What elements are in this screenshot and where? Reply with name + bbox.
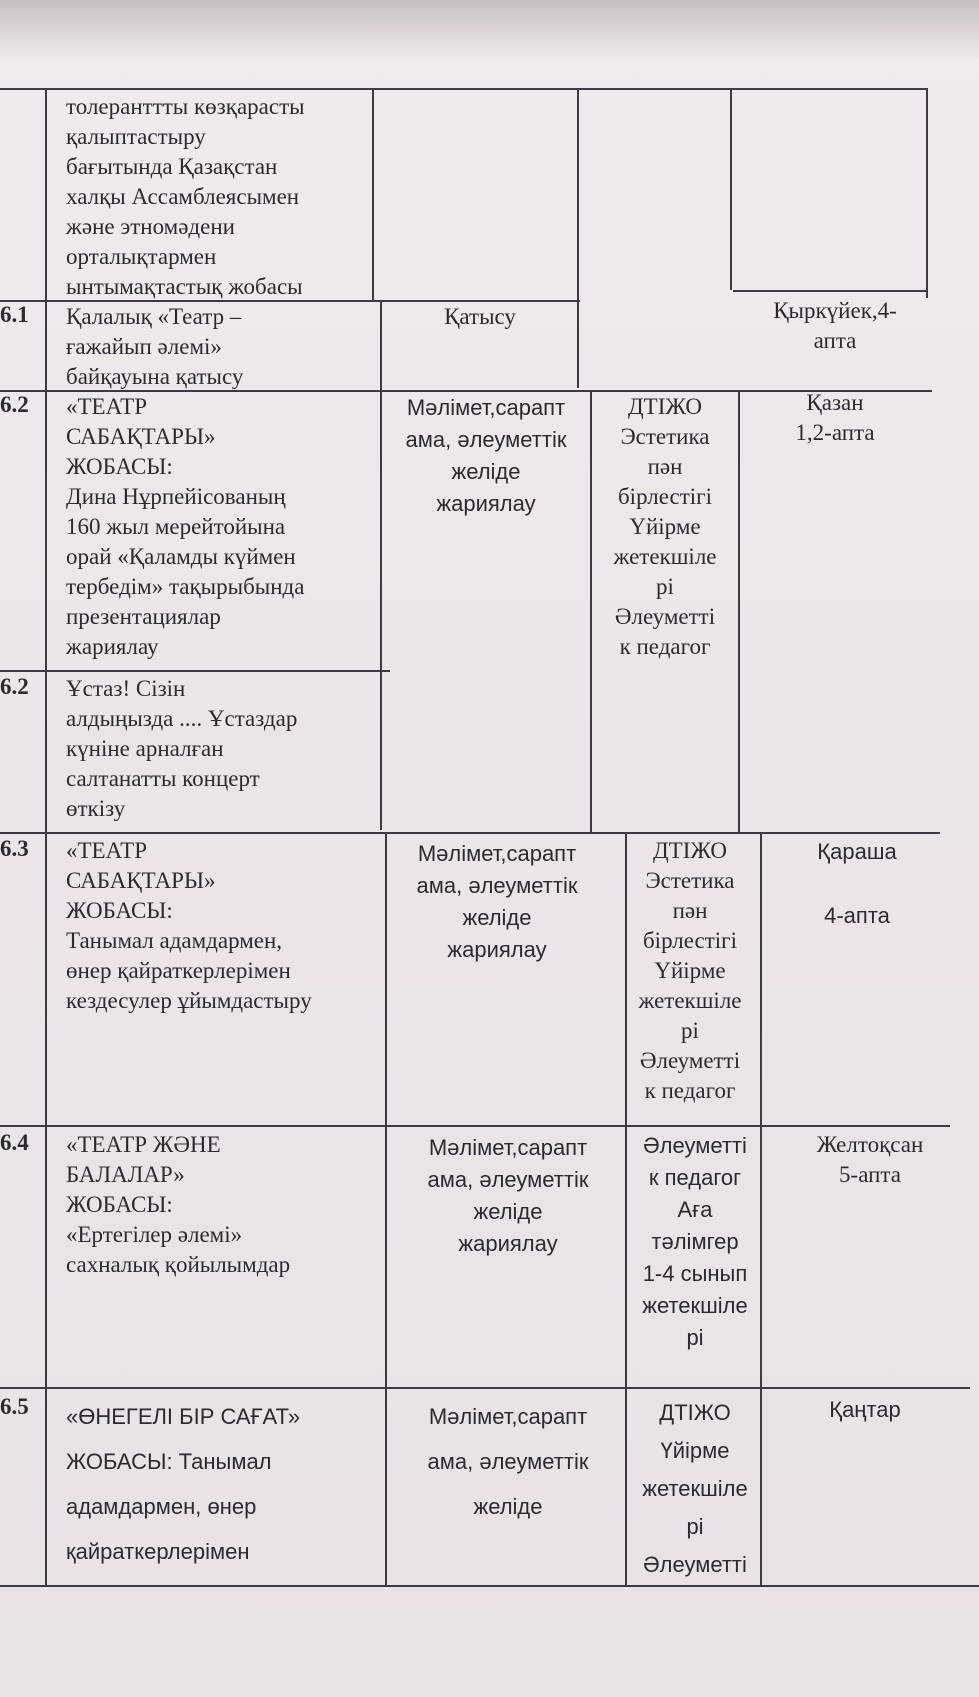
form-cell: Мәлімет,сарапт ама, әлеуметтік желіде жариялау bbox=[416, 841, 578, 962]
event-cell: «ТЕАТР ЖӘНЕ БАЛАЛАР» ЖОБАСЫ: «Ертегілер әлемі» сахналық қойылымдар bbox=[66, 1132, 291, 1277]
event-cell: Ұстаз! Сізін алдыңызда .... Ұстаздар күніне арналған салтанатты концерт өткізу bbox=[66, 676, 298, 821]
event-cell: «ТЕАТР САБАҚТАРЫ» ЖОБАСЫ: Дина Нұрпейісованың 160 жыл мерейтойына орай «Қаламды күймен тербедім» тақырыбында презентациялар жариялау bbox=[66, 394, 305, 659]
form-cell: Қатысу bbox=[444, 304, 516, 329]
table-border bbox=[577, 88, 579, 388]
responsible-cell: ДТІЖО Эстетика пән бірлестігі Үйірме жетекшіле рі Әлеуметті к педагог bbox=[613, 394, 717, 659]
date-cell: Қазан 1,2-апта bbox=[795, 390, 875, 445]
responsible-cell: ДТІЖО Эстетика пән бірлестігі Үйірме жетекшіле рі Әлеуметті к педагог bbox=[638, 838, 742, 1103]
table-border bbox=[0, 1125, 950, 1127]
table-border bbox=[926, 88, 928, 298]
form-cell: Мәлімет,сарапт ама, әлеуметтік желіде жариялау bbox=[427, 1135, 589, 1256]
row-number: 6.5 bbox=[0, 1394, 29, 1419]
table-border bbox=[0, 88, 928, 90]
page-shadow bbox=[0, 0, 979, 60]
table-border bbox=[738, 390, 740, 832]
table-border bbox=[730, 88, 732, 290]
table-border bbox=[372, 88, 374, 300]
table-border bbox=[0, 670, 390, 672]
date-cell: Қараша 4-апта bbox=[817, 839, 897, 928]
responsible-cell: ДТІЖО Үйірме жетекшіле рі Әлеуметті bbox=[642, 1400, 748, 1577]
event-cell: «ӨНЕГЕЛІ БІР САҒАТ» ЖОБАСЫ: Танымал адамдармен, өнер қайраткерлерімен bbox=[66, 1404, 301, 1564]
table-border bbox=[0, 1387, 970, 1389]
date-cell: Қыркүйек,4- апта bbox=[773, 298, 897, 353]
table-border bbox=[733, 290, 928, 292]
row-number: 6.1 bbox=[0, 302, 29, 327]
row-number: 6.4 bbox=[0, 1130, 29, 1155]
date-cell: Желтоқсан 5-апта bbox=[816, 1132, 924, 1187]
table-border bbox=[0, 1585, 979, 1587]
row-number: 6.2 bbox=[0, 392, 29, 417]
row-number: 6.2 bbox=[0, 674, 29, 699]
form-cell: Мәлімет,сарапт ама, әлеуметтік желіде жариялау bbox=[405, 395, 567, 516]
form-cell: Мәлімет,сарапт ама, әлеуметтік желіде bbox=[427, 1404, 589, 1519]
event-cell: «ТЕАТР САБАҚТАРЫ» ЖОБАСЫ: Танымал адамдармен, өнер қайраткерлерімен кездесулер ұйымдастыру bbox=[66, 838, 312, 1013]
event-cell: Қалалық «Театр – ғажайып әлемі» байқауына қатысу bbox=[66, 304, 244, 389]
date-cell: Қаңтар bbox=[829, 1397, 901, 1422]
row-number: 6.3 bbox=[0, 836, 29, 861]
table-border bbox=[45, 88, 47, 1585]
event-cell: толеранттты көзқарасты қалыптастыру бағытында Қазақстан халқы Ассамблеясымен және этномәдени орталықтармен ынтымақтастық жобасы bbox=[66, 94, 305, 299]
responsible-cell: Әлеуметті к педагог Аға тәлімгер 1-4 сынып жетекшіле рі bbox=[642, 1133, 748, 1350]
table-border bbox=[0, 832, 940, 834]
